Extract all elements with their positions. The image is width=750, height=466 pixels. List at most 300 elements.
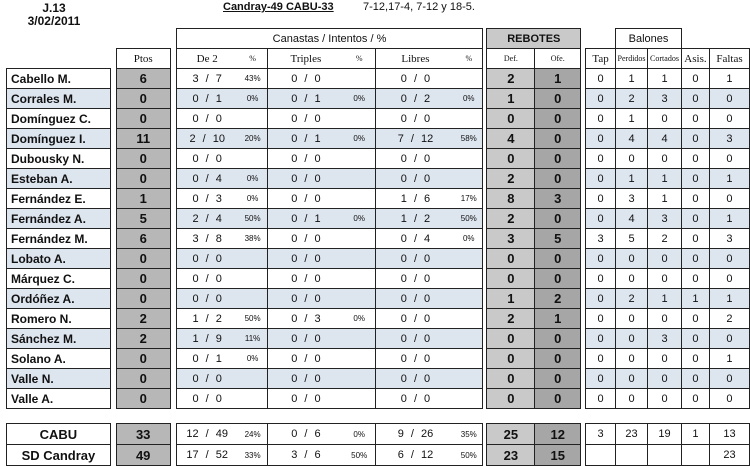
off-rebounds: 0 <box>535 269 581 289</box>
turnovers: 0 <box>616 369 648 389</box>
two-pct <box>238 249 268 269</box>
three-pct <box>343 289 375 309</box>
assists: 0 <box>681 229 709 249</box>
def-rebounds: 2 <box>487 309 535 329</box>
points: 6 <box>116 69 170 89</box>
off-rebounds: 0 <box>535 109 581 129</box>
three-pointers: 0 / 0 <box>268 249 344 269</box>
two-pct <box>238 389 268 409</box>
def-rebounds: 4 <box>487 129 535 149</box>
def-rebounds: 0 <box>487 109 535 129</box>
blocks: 0 <box>586 69 616 89</box>
steals: 3 <box>648 89 682 109</box>
player-name: Fernández M. <box>7 229 111 249</box>
match-title: Candray-49 CABU-33 <box>223 1 334 13</box>
col-stolen: Cortados <box>648 49 682 69</box>
fouls: 0 <box>709 109 749 129</box>
steals: 1 <box>648 69 682 89</box>
two-pointers: 0 / 0 <box>176 289 238 309</box>
def-rebounds: 0 <box>487 389 535 409</box>
three-pct <box>343 329 375 349</box>
player-name: CABU <box>7 424 111 445</box>
ft-pct: 58% <box>455 129 483 149</box>
def-rebounds: 23 <box>487 445 535 466</box>
ft-pct: 35% <box>455 424 483 445</box>
two-pointers: 0 / 0 <box>176 109 238 129</box>
player-row <box>7 289 750 309</box>
two-pointers: 17 / 52 <box>176 445 238 466</box>
off-rebounds: 12 <box>535 424 581 445</box>
ft-pct: 50% <box>455 445 483 466</box>
col-lost: Perdidos <box>616 49 648 69</box>
two-pct <box>238 369 268 389</box>
fouls: 0 <box>709 149 749 169</box>
player-name: Romero N. <box>7 309 111 329</box>
player-row <box>7 309 750 329</box>
turnovers: 0 <box>616 249 648 269</box>
def-rebounds: 1 <box>487 289 535 309</box>
free-throws: 0 / 0 <box>375 389 455 409</box>
steals: 0 <box>648 369 682 389</box>
fouls: 23 <box>709 445 749 466</box>
off-rebounds: 0 <box>535 89 581 109</box>
turnovers: 1 <box>616 109 648 129</box>
off-rebounds: 0 <box>535 349 581 369</box>
two-pct: 43% <box>238 69 268 89</box>
assists: 0 <box>681 369 709 389</box>
turnovers: 2 <box>616 89 648 109</box>
steals <box>648 445 682 466</box>
free-throws: 1 / 6 <box>375 189 455 209</box>
ft-pct <box>455 149 483 169</box>
two-pointers: 1 / 2 <box>176 309 238 329</box>
two-pct: 33% <box>238 445 268 466</box>
blocks: 0 <box>586 209 616 229</box>
assists: 0 <box>681 89 709 109</box>
ft-pct <box>455 69 483 89</box>
three-pointers: 0 / 0 <box>268 289 344 309</box>
two-pct <box>238 289 268 309</box>
shots-group-header: Canastas / Intentos / % <box>176 29 483 49</box>
two-pointers: 0 / 1 <box>176 89 238 109</box>
points: 2 <box>116 329 170 349</box>
points: 2 <box>116 309 170 329</box>
two-pct <box>238 149 268 169</box>
blocks: 0 <box>586 269 616 289</box>
blocks: 0 <box>586 129 616 149</box>
fouls: 0 <box>709 389 749 409</box>
player-name: Fernández A. <box>7 209 111 229</box>
ft-pct <box>455 309 483 329</box>
boxscore-table <box>6 28 750 466</box>
col-off: Ofe. <box>535 49 581 69</box>
free-throws: 0 / 0 <box>375 249 455 269</box>
free-throws: 0 / 0 <box>375 109 455 129</box>
col-def: Def. <box>487 49 535 69</box>
quarter-scores: 7-12,17-4, 7-12 y 18-5. <box>363 1 475 13</box>
steals: 0 <box>648 109 682 129</box>
player-row <box>7 189 750 209</box>
ft-pct: 17% <box>455 189 483 209</box>
steals: 0 <box>648 309 682 329</box>
points: 0 <box>116 249 170 269</box>
player-name: Lobato A. <box>7 249 111 269</box>
points: 11 <box>116 129 170 149</box>
player-row <box>7 169 750 189</box>
col-three-pct: % <box>343 49 375 69</box>
two-pct: 20% <box>238 129 268 149</box>
player-name: Solano A. <box>7 349 111 369</box>
points: 0 <box>116 349 170 369</box>
fouls: 0 <box>709 89 749 109</box>
blocks: 0 <box>586 189 616 209</box>
three-pointers: 0 / 0 <box>268 369 344 389</box>
assists: 0 <box>681 169 709 189</box>
three-pointers: 0 / 3 <box>268 309 344 329</box>
ft-pct <box>455 369 483 389</box>
assists: 0 <box>681 69 709 89</box>
free-throws: 7 / 12 <box>375 129 455 149</box>
blocks: 0 <box>586 109 616 129</box>
three-pct <box>343 369 375 389</box>
assists: 0 <box>681 149 709 169</box>
steals: 1 <box>648 289 682 309</box>
def-rebounds: 8 <box>487 189 535 209</box>
rebounds-group-header: REBOTES <box>487 29 581 49</box>
three-pct: 0% <box>343 129 375 149</box>
player-name: Fernández E. <box>7 189 111 209</box>
two-pointers: 0 / 0 <box>176 269 238 289</box>
fouls: 3 <box>709 129 749 149</box>
off-rebounds: 0 <box>535 209 581 229</box>
free-throws: 0 / 2 <box>375 89 455 109</box>
player-row <box>7 269 750 289</box>
steals: 0 <box>648 349 682 369</box>
ft-pct: 50% <box>455 209 483 229</box>
player-name: Esteban A. <box>7 169 111 189</box>
off-rebounds: 1 <box>535 69 581 89</box>
player-name: Valle N. <box>7 369 111 389</box>
three-pointers: 0 / 0 <box>268 269 344 289</box>
two-pct: 38% <box>238 229 268 249</box>
two-pointers: 2 / 10 <box>176 129 238 149</box>
free-throws: 0 / 0 <box>375 289 455 309</box>
player-row <box>7 149 750 169</box>
two-pointers: 12 / 49 <box>176 424 238 445</box>
ft-pct <box>455 329 483 349</box>
three-pct: 0% <box>343 424 375 445</box>
ft-pct: 0% <box>455 229 483 249</box>
assists: 0 <box>681 349 709 369</box>
def-rebounds: 0 <box>487 349 535 369</box>
player-name: Cabello M. <box>7 69 111 89</box>
three-pointers: 0 / 1 <box>268 89 344 109</box>
turnovers: 1 <box>616 69 648 89</box>
off-rebounds: 0 <box>535 169 581 189</box>
col-ft-pct: % <box>455 49 483 69</box>
fouls: 1 <box>709 169 749 189</box>
three-pct <box>343 69 375 89</box>
three-pointers: 0 / 0 <box>268 229 344 249</box>
three-pct <box>343 229 375 249</box>
player-row <box>7 329 750 349</box>
steals: 0 <box>648 269 682 289</box>
col-two: De 2 <box>176 49 238 69</box>
two-pct: 11% <box>238 329 268 349</box>
steals: 0 <box>648 389 682 409</box>
points: 1 <box>116 189 170 209</box>
three-pct: 0% <box>343 209 375 229</box>
turnovers: 4 <box>616 209 648 229</box>
steals: 19 <box>648 424 682 445</box>
two-pct <box>238 269 268 289</box>
points: 0 <box>116 89 170 109</box>
ft-pct <box>455 269 483 289</box>
col-fouls: Faltas <box>709 49 749 69</box>
blocks: 0 <box>586 289 616 309</box>
turnovers: 3 <box>616 189 648 209</box>
three-pct <box>343 349 375 369</box>
steals: 2 <box>648 229 682 249</box>
col-tap: Tap <box>586 49 616 69</box>
fouls: 2 <box>709 309 749 329</box>
turnovers: 0 <box>616 389 648 409</box>
player-name: Sánchez M. <box>7 329 111 349</box>
two-pointers: 0 / 1 <box>176 349 238 369</box>
assists: 0 <box>681 249 709 269</box>
turnovers: 4 <box>616 129 648 149</box>
turnovers: 0 <box>616 309 648 329</box>
two-pointers: 0 / 3 <box>176 189 238 209</box>
three-pointers: 0 / 6 <box>268 424 344 445</box>
player-name: Domínguez I. <box>7 129 111 149</box>
date-label: 3/02/2011 <box>27 14 81 28</box>
points: 33 <box>116 424 170 445</box>
off-rebounds: 1 <box>535 309 581 329</box>
assists: 0 <box>681 309 709 329</box>
steals: 3 <box>648 209 682 229</box>
def-rebounds: 2 <box>487 69 535 89</box>
assists: 0 <box>681 129 709 149</box>
col-three: Triples <box>268 49 344 69</box>
three-pct <box>343 249 375 269</box>
points: 0 <box>116 289 170 309</box>
points: 6 <box>116 229 170 249</box>
def-rebounds: 1 <box>487 89 535 109</box>
free-throws: 0 / 0 <box>375 309 455 329</box>
off-rebounds: 0 <box>535 369 581 389</box>
three-pct <box>343 109 375 129</box>
assists: 0 <box>681 189 709 209</box>
free-throws: 0 / 0 <box>375 369 455 389</box>
free-throws: 1 / 2 <box>375 209 455 229</box>
fouls: 1 <box>709 69 749 89</box>
assists: 0 <box>681 209 709 229</box>
player-row <box>7 349 750 369</box>
blocks: 3 <box>586 229 616 249</box>
fouls: 0 <box>709 329 749 349</box>
player-row <box>7 389 750 409</box>
ft-pct <box>455 389 483 409</box>
free-throws: 0 / 0 <box>375 149 455 169</box>
turnovers: 23 <box>616 424 648 445</box>
three-pointers: 0 / 1 <box>268 129 344 149</box>
fouls: 0 <box>709 189 749 209</box>
blocks: 0 <box>586 349 616 369</box>
fouls: 13 <box>709 424 749 445</box>
three-pointers: 0 / 0 <box>268 189 344 209</box>
assists <box>681 445 709 466</box>
assists: 1 <box>681 424 709 445</box>
two-pointers: 0 / 4 <box>176 169 238 189</box>
assists: 0 <box>681 109 709 129</box>
player-row <box>7 369 750 389</box>
blocks <box>586 445 616 466</box>
free-throws: 0 / 0 <box>375 349 455 369</box>
three-pointers: 0 / 0 <box>268 109 344 129</box>
off-rebounds: 0 <box>535 389 581 409</box>
turnovers: 0 <box>616 349 648 369</box>
player-row <box>7 129 750 149</box>
ft-pct <box>455 109 483 129</box>
off-rebounds: 3 <box>535 189 581 209</box>
three-pointers: 0 / 0 <box>268 349 344 369</box>
two-pointers: 0 / 0 <box>176 149 238 169</box>
two-pct: 0% <box>238 189 268 209</box>
free-throws: 0 / 0 <box>375 169 455 189</box>
player-name: Ordóñez A. <box>7 289 111 309</box>
team-row <box>7 445 750 466</box>
ft-pct <box>455 349 483 369</box>
blocks: 0 <box>586 309 616 329</box>
def-rebounds: 0 <box>487 329 535 349</box>
fouls: 3 <box>709 229 749 249</box>
ft-pct <box>455 249 483 269</box>
def-rebounds: 25 <box>487 424 535 445</box>
off-rebounds: 2 <box>535 289 581 309</box>
col-ast: Asis. <box>681 49 709 69</box>
three-pointers: 0 / 0 <box>268 69 344 89</box>
turnovers: 1 <box>616 169 648 189</box>
player-name: SD Candray <box>7 445 111 466</box>
off-rebounds: 5 <box>535 229 581 249</box>
three-pct: 0% <box>343 89 375 109</box>
off-rebounds: 0 <box>535 129 581 149</box>
balls-group-header: Balones <box>616 29 682 49</box>
def-rebounds: 0 <box>487 149 535 169</box>
assists: 0 <box>681 389 709 409</box>
two-pct <box>238 109 268 129</box>
points: 0 <box>116 269 170 289</box>
ft-pct: 0% <box>455 89 483 109</box>
points: 49 <box>116 445 170 466</box>
blocks: 0 <box>586 89 616 109</box>
free-throws: 9 / 26 <box>375 424 455 445</box>
free-throws: 0 / 4 <box>375 229 455 249</box>
two-pct: 0% <box>238 89 268 109</box>
steals: 1 <box>648 189 682 209</box>
two-pct: 50% <box>238 309 268 329</box>
fouls: 0 <box>709 249 749 269</box>
blocks: 0 <box>586 389 616 409</box>
assists: 1 <box>681 289 709 309</box>
player-row <box>7 109 750 129</box>
assists: 0 <box>681 329 709 349</box>
ft-pct <box>455 289 483 309</box>
player-name: Márquez C. <box>7 269 111 289</box>
three-pointers: 3 / 6 <box>268 445 344 466</box>
three-pct <box>343 149 375 169</box>
two-pointers: 3 / 7 <box>176 69 238 89</box>
three-pointers: 0 / 0 <box>268 149 344 169</box>
col-two-pct: % <box>238 49 268 69</box>
def-rebounds: 0 <box>487 369 535 389</box>
off-rebounds: 15 <box>535 445 581 466</box>
ft-pct <box>455 169 483 189</box>
two-pct: 24% <box>238 424 268 445</box>
off-rebounds: 0 <box>535 329 581 349</box>
steals: 3 <box>648 329 682 349</box>
turnovers: 0 <box>616 329 648 349</box>
assists: 0 <box>681 269 709 289</box>
turnovers: 0 <box>616 269 648 289</box>
turnovers <box>616 445 648 466</box>
three-pointers: 0 / 0 <box>268 169 344 189</box>
def-rebounds: 2 <box>487 169 535 189</box>
off-rebounds: 0 <box>535 149 581 169</box>
player-row <box>7 89 750 109</box>
player-name: Valle A. <box>7 389 111 409</box>
free-throws: 6 / 12 <box>375 445 455 466</box>
two-pointers: 0 / 0 <box>176 389 238 409</box>
points: 0 <box>116 389 170 409</box>
free-throws: 0 / 0 <box>375 269 455 289</box>
def-rebounds: 0 <box>487 249 535 269</box>
fouls: 0 <box>709 269 749 289</box>
player-row <box>7 249 750 269</box>
blocks: 3 <box>586 424 616 445</box>
three-pct: 50% <box>343 445 375 466</box>
points: 0 <box>116 149 170 169</box>
blocks: 0 <box>586 249 616 269</box>
two-pct: 50% <box>238 209 268 229</box>
two-pct: 0% <box>238 349 268 369</box>
fouls: 1 <box>709 289 749 309</box>
three-pointers: 0 / 0 <box>268 329 344 349</box>
steals: 0 <box>648 249 682 269</box>
blocks: 0 <box>586 149 616 169</box>
points: 0 <box>116 109 170 129</box>
two-pointers: 2 / 4 <box>176 209 238 229</box>
steals: 1 <box>648 169 682 189</box>
three-pct <box>343 269 375 289</box>
round-label: J.13 <box>42 1 66 15</box>
player-row <box>7 69 750 89</box>
three-pointers: 0 / 1 <box>268 209 344 229</box>
points: 5 <box>116 209 170 229</box>
col-ft: Libres <box>375 49 455 69</box>
points: 0 <box>116 169 170 189</box>
steals: 0 <box>648 149 682 169</box>
turnovers: 2 <box>616 289 648 309</box>
player-row <box>7 229 750 249</box>
two-pointers: 0 / 0 <box>176 369 238 389</box>
player-row <box>7 209 750 229</box>
def-rebounds: 3 <box>487 229 535 249</box>
col-pts: Ptos <box>116 49 170 69</box>
three-pointers: 0 / 0 <box>268 389 344 409</box>
three-pct <box>343 389 375 409</box>
